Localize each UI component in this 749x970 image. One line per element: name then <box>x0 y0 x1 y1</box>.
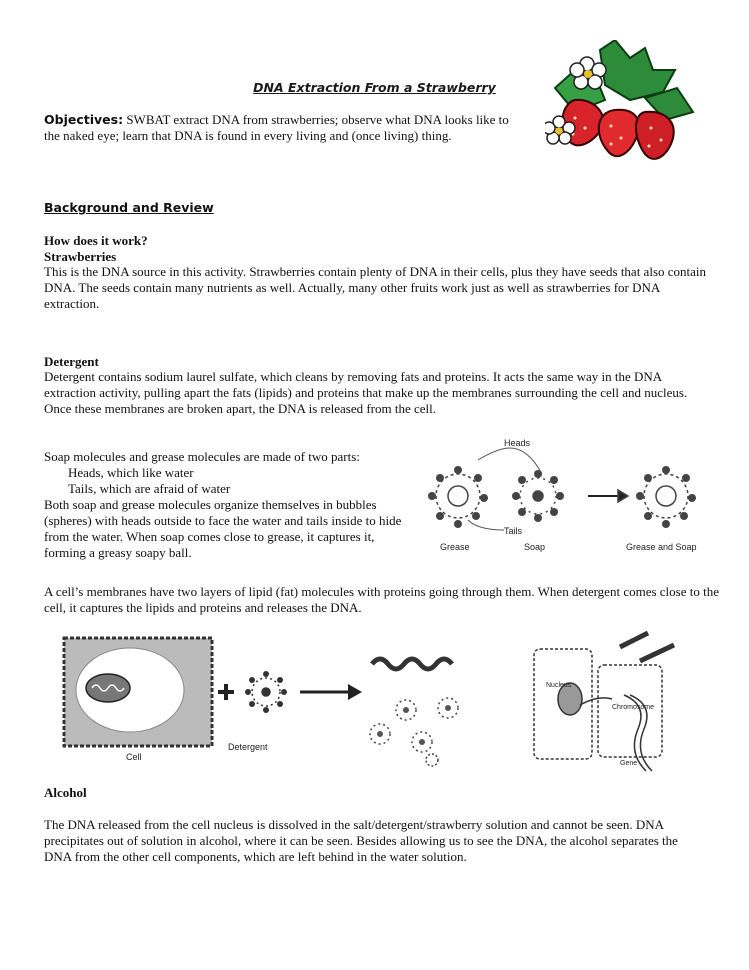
soap-block <box>44 449 412 561</box>
grease-label: Grease <box>440 542 470 552</box>
objectives <box>44 112 524 144</box>
cell-detergent-figure <box>60 630 480 772</box>
detergent-heading: Detergent <box>44 354 99 369</box>
alcohol-heading: Alcohol <box>44 785 87 800</box>
nucleus-label: Nucleus <box>546 682 572 689</box>
cell-drawing <box>64 638 212 746</box>
list-item <box>44 481 412 497</box>
strawberries-paragraph: This is the DNA source in this activity. Strawberries contain plenty of DNA in their cells, plus they have seeds that also contain DNA. The seeds contain many nutrients as well. Actually, many other fruits work just as well as strawberries for DNA extraction. <box>44 264 707 311</box>
heads-label: Heads <box>504 438 531 448</box>
chromosome-figure <box>528 625 688 775</box>
soap-grease-figure <box>418 438 710 558</box>
soap-intro: Soap molecules and grease molecules are made of two parts: <box>44 449 360 464</box>
bullet-glyph <box>44 481 68 497</box>
document-title: DNA Extraction From a Strawberry <box>253 80 496 95</box>
gene-label: Gene <box>620 760 638 767</box>
detergent-label: Detergent <box>228 742 268 752</box>
objectives-text: SWBAT extract DNA from strawberries; observe what DNA looks like to the naked eye; learn that DNA is found in every living and (once living) thing. <box>44 112 509 143</box>
cell-label: Cell <box>126 752 142 762</box>
strawberry-illustration <box>545 40 695 170</box>
soap-paragraph: Both soap and grease molecules organize themselves in bubbles (spheres) with heads outside to face the water and tails inside to hide from the water. When soap comes close to grease, it captures it, forming a greasy soapy ball. <box>44 497 402 560</box>
bullet-text: Heads, which like water <box>68 465 194 480</box>
strawberries-heading: Strawberries <box>44 249 117 264</box>
soap-micelle <box>520 478 556 514</box>
grease-and-soap-label: Grease and Soap <box>626 542 697 552</box>
bullet-glyph <box>44 465 68 481</box>
how-heading: How does it work? <box>44 233 148 248</box>
alcohol-paragraph: The DNA released from the cell nucleus is dissolved in the salt/detergent/strawberry solution and cannot be seen. DNA precipitates out of solution in alcohol, where it can be seen. Besides allowing us to see the DNA, the alcohol separates the DNA from the other cell components, which are left behind in the water solution. <box>44 817 678 864</box>
list-item <box>44 465 412 481</box>
detergent-paragraph: Detergent contains sodium laurel sulfate, which cleans by removing fats and proteins. It acts the same way in the DNA extraction activity, pulling apart the fats (lipids) and proteins that make up the membranes surrounding the cell and nucleus. Once these membranes are broken apart, the DNA is released from the cell. <box>44 369 688 416</box>
objectives-label: Objectives: <box>44 112 124 127</box>
tails-label: Tails <box>504 526 523 536</box>
membranes-paragraph: A cell’s membranes have two layers of lipid (fat) molecules with proteins going through them. When detergent comes close to the cell, it captures the lipids and proteins and releases the DNA. <box>44 584 719 615</box>
soap-label: Soap <box>524 542 546 552</box>
bullet-text: Tails, which are afraid of water <box>68 481 231 496</box>
detergent-micelle <box>252 678 280 706</box>
section-heading: Background and Review <box>44 200 214 215</box>
chromosome-label: Chromosome <box>612 704 655 711</box>
